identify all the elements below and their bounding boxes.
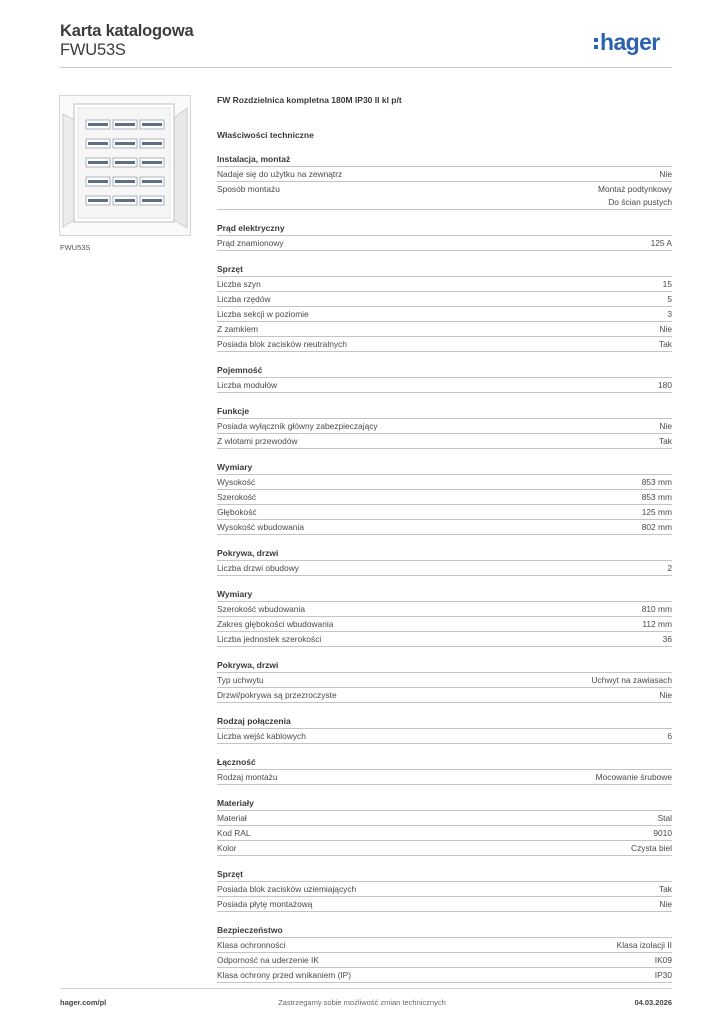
spec-row [217,672,672,687]
spec-group-title: Bezpieczeństwo [217,925,283,935]
spec-label: Wysokość [217,477,256,487]
footer-divider [60,988,672,989]
spec-value: 853 mm [641,492,672,502]
spec-group-title: Sprzęt [217,869,243,879]
spec-row [217,881,672,896]
footer-website[interactable]: hager.com/pl [60,998,107,1007]
spec-label: Odporność na uderzenie IK [217,955,319,965]
spec-row [217,235,672,251]
spec-group-title: Materiały [217,798,254,808]
spec-value: 6 [667,731,672,741]
spec-value: 125 A [650,238,672,248]
spec-row [217,166,672,181]
hager-logo [594,26,660,54]
spec-label: Liczba wejść kablowych [217,731,306,741]
spec-value: Nie [659,421,672,431]
spec-group [217,152,672,210]
spec-group [217,363,672,393]
spec-value: Nie [659,899,672,909]
spec-label: Liczba szyn [217,279,261,289]
spec-groups [217,152,672,983]
spec-label: Nadaje się do użytku na zewnątrz [217,169,343,179]
spec-label: Posiada płytę montażową [217,899,313,909]
spec-value: Nie [659,324,672,334]
document-title: Karta katalogowa [60,22,194,40]
spec-value: Nie [659,169,672,179]
spec-row [217,952,672,967]
spec-value: Nie [659,690,672,700]
spec-group [217,714,672,744]
spec-row [217,601,672,616]
spec-row [217,728,672,744]
spec-group [217,546,672,576]
spec-label: Posiada blok zacisków uziemiających [217,884,357,894]
spec-group-title: Funkcje [217,406,250,416]
spec-group [217,658,672,703]
header-divider [60,67,672,68]
spec-row [217,687,672,703]
spec-value: Uchwyt na zawiasach [591,675,672,685]
spec-label: Prąd znamionowy [217,238,284,248]
spec-label: Liczba drzwi obudowy [217,563,299,573]
spec-label: Materiał [217,813,247,823]
spec-row [217,937,672,952]
spec-row [217,769,672,785]
spec-label: Klasa ochrony przed wnikaniem (IP) [217,970,352,980]
spec-row [217,474,672,489]
spec-value: 36 [662,634,672,644]
spec-label: Posiada blok zacisków neutralnych [217,339,347,349]
spec-label: Zakres głębokości wbudowania [217,619,334,629]
spec-group [217,262,672,352]
spec-label: Klasa ochronności [217,940,286,950]
spec-row [217,377,672,393]
spec-group-title: Pojemność [217,365,263,375]
spec-label: Wysokość wbudowania [217,522,304,532]
spec-group [217,755,672,785]
spec-value: 810 mm [641,604,672,614]
spec-row [217,967,672,983]
spec-label: Kod RAL [217,828,251,838]
section-heading: Właściwości techniczne [217,130,314,140]
logo-dots [594,38,598,54]
spec-row [217,321,672,336]
spec-label: Liczba jednostek szerokości [217,634,322,644]
spec-group [217,796,672,856]
spec-row [217,616,672,631]
spec-label: Drzwi/pokrywa są przezroczyste [217,690,337,700]
spec-row [217,896,672,912]
spec-value: Mocowanie śrubowe [595,772,672,782]
spec-value: 2 [667,563,672,573]
spec-label: Szerokość [217,492,257,502]
spec-value: 15 [662,279,672,289]
spec-label: Sposób montażu [217,184,280,194]
spec-value: Klasa izolacji II [616,940,672,950]
spec-label: Szerokość wbudowania [217,604,305,614]
logo-text: hager [600,29,660,55]
spec-group-title: Rodzaj połączenia [217,716,291,726]
spec-value: 5 [667,294,672,304]
spec-value: IP30 [654,970,672,980]
spec-group-title: Wymiary [217,589,253,599]
spec-row [217,306,672,321]
spec-label: Posiada wyłącznik główny zabezpieczający [217,421,378,431]
spec-row [217,560,672,576]
footer-notice: Zastrzegamy sobie możliwość zmian technicznych [278,998,446,1007]
spec-label: Rodzaj montażu [217,772,278,782]
spec-value: Tak [658,436,672,446]
spec-row [217,519,672,535]
spec-row [217,489,672,504]
spec-content [217,95,672,994]
spec-label: Z wlotami przewodów [217,436,298,446]
spec-row [217,504,672,519]
spec-value: 802 mm [641,522,672,532]
spec-row [217,291,672,306]
spec-value: Tak [658,884,672,894]
spec-group-title: Prąd elektryczny [217,223,285,233]
spec-row [217,418,672,433]
spec-value: 180 [658,380,672,390]
spec-value: 112 mm [642,619,672,629]
spec-value: Tak [658,339,672,349]
spec-group [217,587,672,647]
spec-value: 125 mm [641,507,672,517]
spec-value: Stal [657,813,672,823]
spec-group-title: Sprzęt [217,264,243,274]
spec-group [217,460,672,535]
spec-label: Kolor [217,843,237,853]
product-name: FW Rozdzielnica kompletna 180M IP30 II kl p/t [217,95,402,105]
spec-row [217,840,672,856]
spec-value: IK09 [654,955,672,965]
spec-row [217,631,672,647]
spec-value: 9010 [653,828,672,838]
spec-value: 853 mm [641,477,672,487]
spec-label: Liczba modułów [217,380,278,390]
product-caption: FWU53S [60,243,91,252]
spec-row [217,276,672,291]
spec-group-title: Instalacja, montaż [217,154,291,164]
spec-label: Z zamkiem [217,324,258,334]
spec-label: Liczba sekcji w poziomie [217,309,309,319]
spec-label: Głębokość [217,507,257,517]
spec-label: Typ uchwytu [217,675,264,685]
product-image [59,95,191,236]
spec-label: Liczba rzędów [217,294,271,304]
spec-group-title: Wymiary [217,462,253,472]
spec-group-title: Pokrywa, drzwi [217,660,279,670]
spec-value: Czysta biel [631,843,672,853]
spec-row [217,181,672,210]
footer-date: 04.03.2026 [634,998,672,1007]
spec-row [217,433,672,449]
spec-value: 3 [667,309,672,319]
spec-group-title: Pokrywa, drzwi [217,548,279,558]
spec-group-title: Łączność [217,757,256,767]
spec-row [217,810,672,825]
spec-group [217,221,672,251]
spec-group [217,867,672,912]
spec-value: Montaż podtynkowy Do ścian pustych [597,184,672,207]
spec-row [217,336,672,352]
spec-group [217,404,672,449]
spec-row [217,825,672,840]
document-code: FWU53S [60,41,126,59]
spec-group [217,923,672,983]
